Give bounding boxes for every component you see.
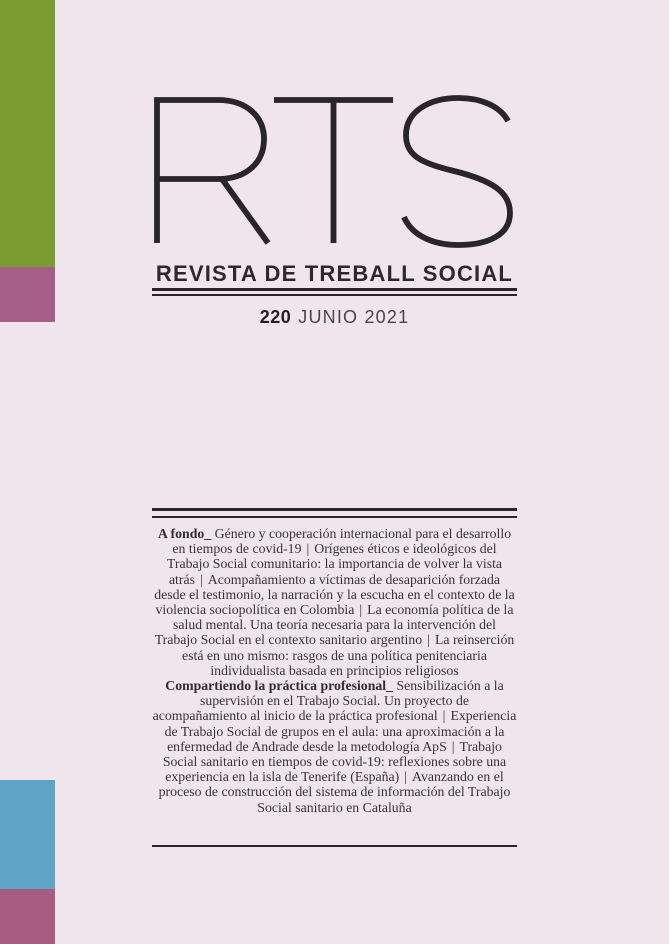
letter-r-glyph xyxy=(157,100,268,243)
article-separator: | xyxy=(442,708,446,724)
letter-t-glyph xyxy=(274,100,393,243)
contents-rule-top-thin xyxy=(152,516,517,518)
journal-title: REVISTA DE TREBALL SOCIAL xyxy=(155,261,514,286)
issue-date: JUNIO 2021 xyxy=(298,307,410,327)
contents-rule-bottom xyxy=(152,845,517,847)
color-block-magenta xyxy=(0,889,55,944)
article-separator: | xyxy=(427,632,430,648)
title-rule-thick xyxy=(152,288,517,291)
article-title: Género y cooperación internacional para el desarrollo en tiempos de covid-19 xyxy=(172,526,512,557)
contents-rule-top-thick xyxy=(152,508,517,511)
article-title: Avanzando en el proceso de construcción del sistema de información del Trabajo Social sanitario en Cataluña xyxy=(158,769,511,815)
article-title: Experiencia de Trabajo Social de grupos en el aula: una aproximación a la enfermedad de Andrade desde la metodología ApS xyxy=(164,708,517,754)
title-rule-thin xyxy=(152,294,517,296)
article-separator: | xyxy=(451,738,455,754)
contents-text xyxy=(152,526,517,815)
article-separator: | xyxy=(404,769,408,785)
letter-s-glyph xyxy=(404,98,510,245)
article-separator: | xyxy=(306,541,310,557)
article-separator: | xyxy=(359,602,363,618)
color-block-purple xyxy=(0,267,55,322)
section-label: A fondo_ xyxy=(157,526,212,541)
contents-section xyxy=(152,678,517,815)
section-label: Compartiendo la práctica profesional_ xyxy=(165,678,394,694)
rts-logo xyxy=(154,97,512,246)
article-title: Acompañamiento a víctimas de desaparición forzada desde el testimonio, la narración y la escucha en el contexto de la violencia sociopolítica en Colombia xyxy=(154,571,515,618)
contents-section xyxy=(152,526,517,678)
article-title: Orígenes éticos e ideológicos del Trabajo Social comunitario: la importancia de volver la vista atrás xyxy=(166,541,503,587)
article-title: Sensibilización a la supervisión en el Trabajo Social. Un proyecto de acompañamiento al inicio de la práctica profesional xyxy=(152,678,504,724)
rts-logo-glyphs xyxy=(154,97,512,246)
article-separator: | xyxy=(199,571,203,587)
issue-number: 220 xyxy=(259,307,292,327)
issue-line xyxy=(152,306,517,328)
article-title: La reinserción está en uno mismo: rasgos de una política penitenciaria individualista basada en principios religiosos xyxy=(182,632,515,678)
article-title: Trabajo Social sanitario en tiempos de covid-19: reflexiones sobre una experiencia en la isla de Tenerife (España) xyxy=(162,738,507,785)
article-title: La economía política de la salud mental. Una teoría necesaria para la intervención del Trabajo Social en el contexto sanitario argentino xyxy=(154,602,514,648)
color-block-green xyxy=(0,0,55,267)
color-block-blue xyxy=(0,780,55,889)
